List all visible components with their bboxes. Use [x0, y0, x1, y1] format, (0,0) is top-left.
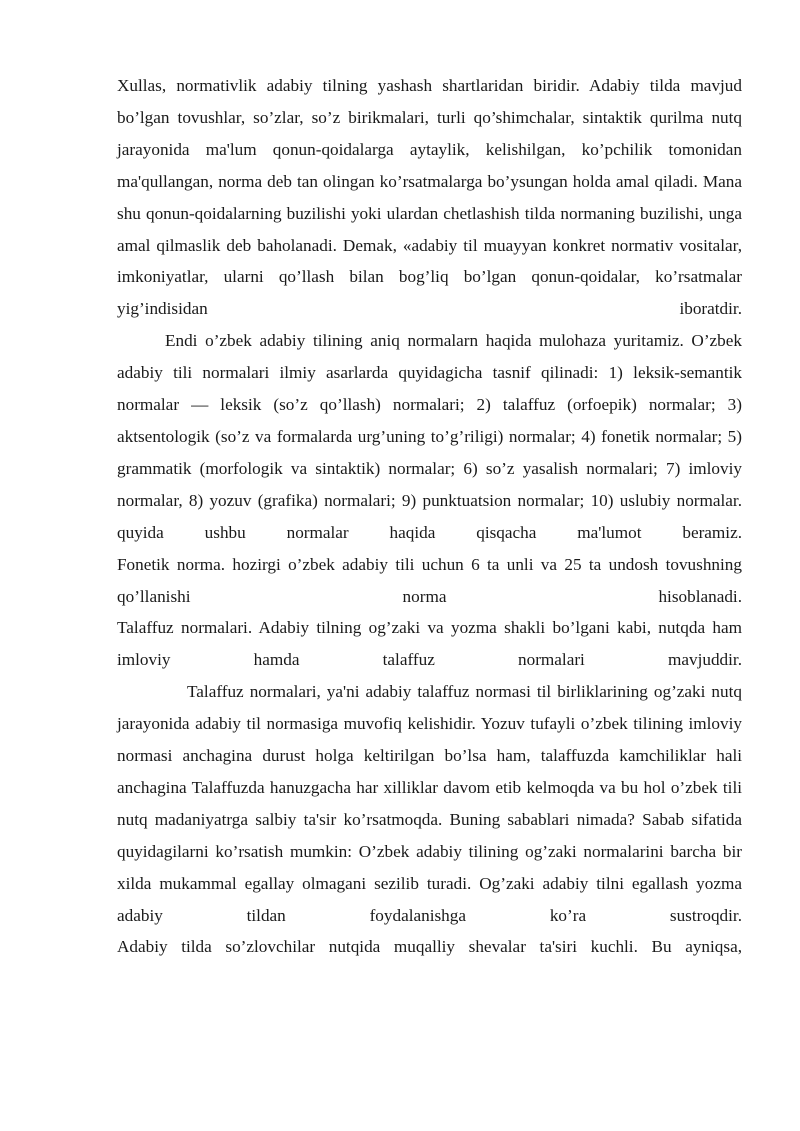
paragraph-normativity: Xullas, normativlik adabiy tilning yashash shartlaridan biridir. Adabiy tilda mavjud bo’lgan tovushlar, so’zlar, so’z birikmalari, turli qo’shimchalar, sintaktik qurilma nutq jarayonida ma'lum qonun-qoidalarga aytaylik, kelishilgan, ko’pchilik tomonidan ma'qullangan, norma deb tan olingan ko’rsatmalarga bo’ysungan holda amal qiladi. Mana shu qonun-qoidalarning buzilishi yoki ulardan chetlashish tilda normaning buzilishi, unga amal qilmaslik deb baholanadi. Demak, «adabiy til muayyan konkret normativ vositalar, imkoniyatlar, ularni qo’llash bilan bog’liq bo’lgan qonun-qoidalar, ko’rsatmalar yig’indisidan iboratdir. — [117, 76, 742, 319]
paragraph-dialect-influence: Adabiy tilda so’zlovchilar nutqida muqalliy shevalar ta'siri kuchli. Bu ayniqsa, — [117, 937, 742, 957]
paragraph-pronunciation-norms: Talaffuz normalari. Adabiy tilning og’zaki va yozma shakli bo’lgani kabi, nutqda ham imloviy hamda talaffuz normalari mavjuddir. — [117, 618, 742, 670]
paragraph-pronunciation-details: Talaffuz normalari, ya'ni adabiy talaffuz normasi til birliklarining og’zaki nutq jarayonida adabiy til normasiga muvofiq kelishidir. Yozuv tufayli o’zbek tilining imloviy normasi anchagina durust holga keltirilgan bo’lsa ham, talaffuzda kamchiliklar hali anchagina Talaffuzda hanuzgacha har xilliklar davom etib kelmoqda va bu hol o’zbek tili nutq madaniyatrga salbiy ta'sir ko’rsatmoqda. Buning sabablari nimada? Sabab sifatida quyidagilarni ko’rsatish mumkin: O’zbek adabiy tilining og’zaki normalarini barcha bir xilda mukammal egallay olmagani sezilib turadi. Og’zaki adabiy tilni egallash yozma adabiy tildan foydalanishga ko’ra sustroqdir. — [117, 682, 742, 925]
paragraph-phonetic-norm: Fonetik norma. hozirgi o’zbek adabiy tili uchun 6 ta unli va 25 ta undosh tovushning qo’llanishi norma hisoblanadi. — [117, 554, 742, 606]
paragraph-norm-classification: Endi o’zbek adabiy tilining aniq normalarn haqida mulohaza yuritamiz. O’zbek adabiy tili normalari ilmiy asarlarda quyidagicha tasnif qilinadi: 1) leksik-semantik normalar — leksik (so’z qo’llash) normalari; 2) talaffuz (orfoepik) normalar; 3) aktsentologik (so’z va formalarda urg’uning to’g’riligi) normalar; 4) fonetik normalar; 5) grammatik (morfologik va sintaktik) normalar; 6) so’z yasalish normalari; 7) imloviy normalar, 8) yozuv (grafika) normalari; 9) punktuatsion normalar; 10) uslubiy normalar. — [117, 331, 742, 510]
document-page — [117, 70, 742, 963]
paragraph-brief-info: quyida ushbu normalar haqida qisqacha ma'lumot beramiz. — [117, 522, 742, 542]
